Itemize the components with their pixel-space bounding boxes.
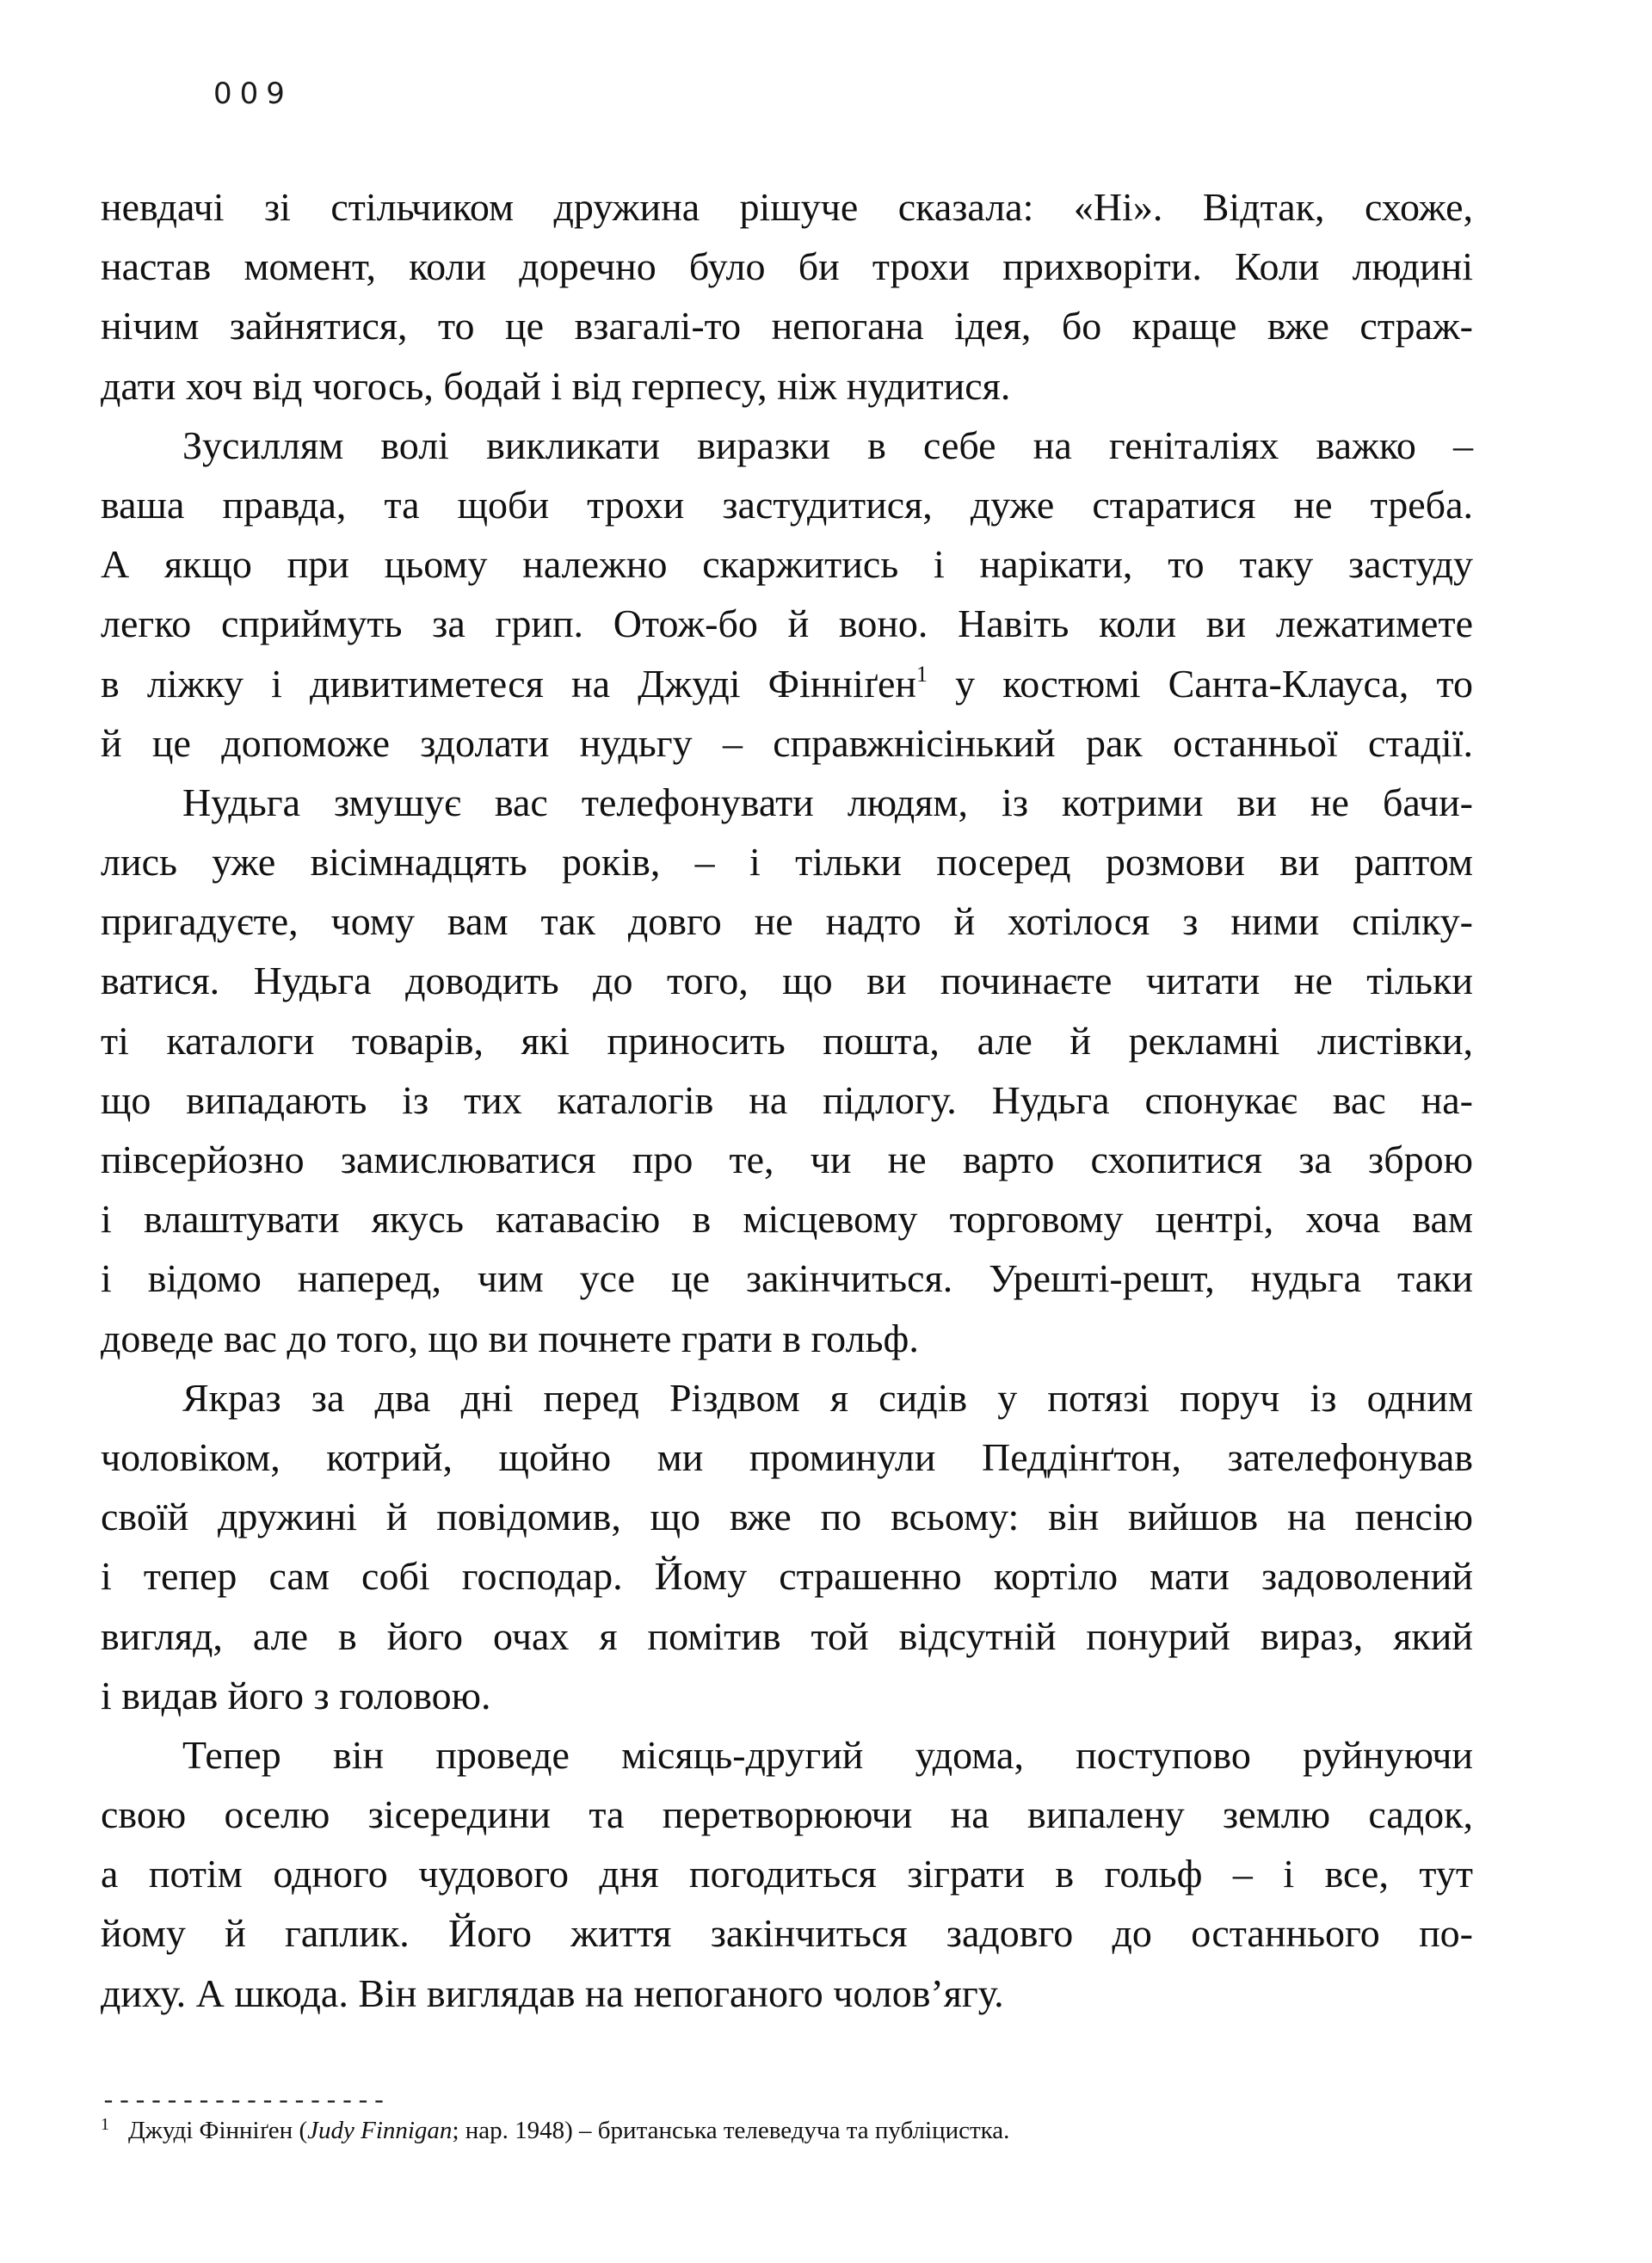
text-line: настав момент, коли доречно було би трохи прихворіти. Коли людині	[101, 244, 1473, 289]
body-text	[101, 177, 1473, 2023]
paragraph-first-line: Якраз за два дні перед Різдвом я сидів у потязі поруч із одним	[182, 1375, 1473, 1420]
paragraph-first-line: Нудьга змушує вас телефонувати людям, із котрими ви не бачи-	[182, 780, 1473, 824]
footnote-number: 1	[101, 2115, 109, 2134]
text-segment: у костюмі Санта-Клауса, то	[928, 661, 1473, 706]
text-line: доведе вас до того, що ви почнете грати в гольф.	[101, 1316, 919, 1360]
text-line: легко сприймуть за грип. Отож-бо й воно. Навіть коли ви лежатимете	[101, 601, 1473, 646]
text-line: що випадають із тих каталогів на підлогу. Нудьга спонукає вас на-	[101, 1077, 1473, 1122]
footnote-italic-name: Judy Finnigan	[307, 2117, 453, 2144]
footnote-separator: ------------------	[101, 2087, 388, 2117]
text-line: і відомо наперед, чим усе це закінчиться. Урешті-решт, нудьга таки	[101, 1256, 1473, 1301]
text-line: ватися. Нудьга доводить до того, що ви починаєте читати не тільки	[101, 959, 1473, 1003]
text-line: ваша правда, та щоби трохи застудитися, дуже старатися не треба.	[101, 482, 1473, 527]
text-line: диху. А шкода. Він виглядав на непоганого чолов’ягу.	[101, 1970, 1004, 2015]
text-line: чоловіком, котрий, щойно ми проминули Педдінґтон, зателефонував	[101, 1434, 1473, 1479]
text-line: й це допоможе здолати нудьгу – справжнісінький рак останньої стадії.	[101, 720, 1473, 765]
text-line: пригадуєте, чому вам так довго не надто й хотілося з ними спілку-	[101, 899, 1473, 944]
paragraph-first-line: Тепер він проведе місяць-другий удома, поступово руйнуючи	[182, 1732, 1473, 1777]
text-line: і влаштувати якусь катавасію в місцевому торговому центрі, хоча вам	[101, 1197, 1473, 1242]
text-line: лись уже вісімнадцять років, – і тільки посеред розмови ви раптом	[101, 840, 1473, 885]
footnote-text: Джуді Фінніґен (	[128, 2117, 308, 2144]
text-line: вигляд, але в його очах я помітив той відсутній понурий вираз, який	[101, 1613, 1473, 1658]
text-line: а потім одного чудового дня погодиться зіграти в гольф – і все, тут	[101, 1852, 1473, 1896]
footnote-reference[interactable]: 1	[916, 661, 928, 687]
text-line: йому й гаплик. Його життя закінчиться задовго до останнього по-	[101, 1911, 1473, 1956]
paragraph-first-line: Зусиллям волі викликати виразки в себе на геніталіях важко –	[182, 422, 1473, 467]
text-line: і видав його з головою.	[101, 1673, 491, 1717]
footnote-text: ; нар. 1948) – британська телеведуча та публіцистка.	[452, 2117, 1010, 2144]
text-line: своїй дружині й повідомив, що вже по всьому: він вийшов на пенсію	[101, 1495, 1473, 1539]
text-line: свою оселю зісередини та перетворюючи на випалену землю садок,	[101, 1792, 1473, 1837]
text-line: дати хоч від чогось, бодай і від герпесу, ніж нудитися.	[101, 363, 1011, 408]
text-line-with-footnote-ref	[101, 654, 1473, 713]
footnote	[101, 2115, 1009, 2145]
text-segment: в ліжку і дивитиметеся на Джуді Фінніґен	[101, 661, 916, 706]
page-number: 009	[213, 77, 293, 111]
text-line: нічим зайнятися, то це взагалі-то непогана ідея, бо краще вже страж-	[101, 304, 1473, 348]
text-line: ті каталоги товарів, які приносить пошта, але й рекламні листівки,	[101, 1018, 1473, 1063]
text-line: і тепер сам собі господар. Йому страшенно кортіло мати задоволений	[101, 1554, 1473, 1599]
text-line: А якщо при цьому належно скаржитись і нарікати, то таку застуду	[101, 542, 1473, 587]
text-line: півсерйозно замислюватися про те, чи не варто схопитися за зброю	[101, 1138, 1473, 1181]
text-line: невдачі зі стільчиком дружина рішуче сказала: «Ні». Відтак, схоже,	[101, 185, 1473, 229]
